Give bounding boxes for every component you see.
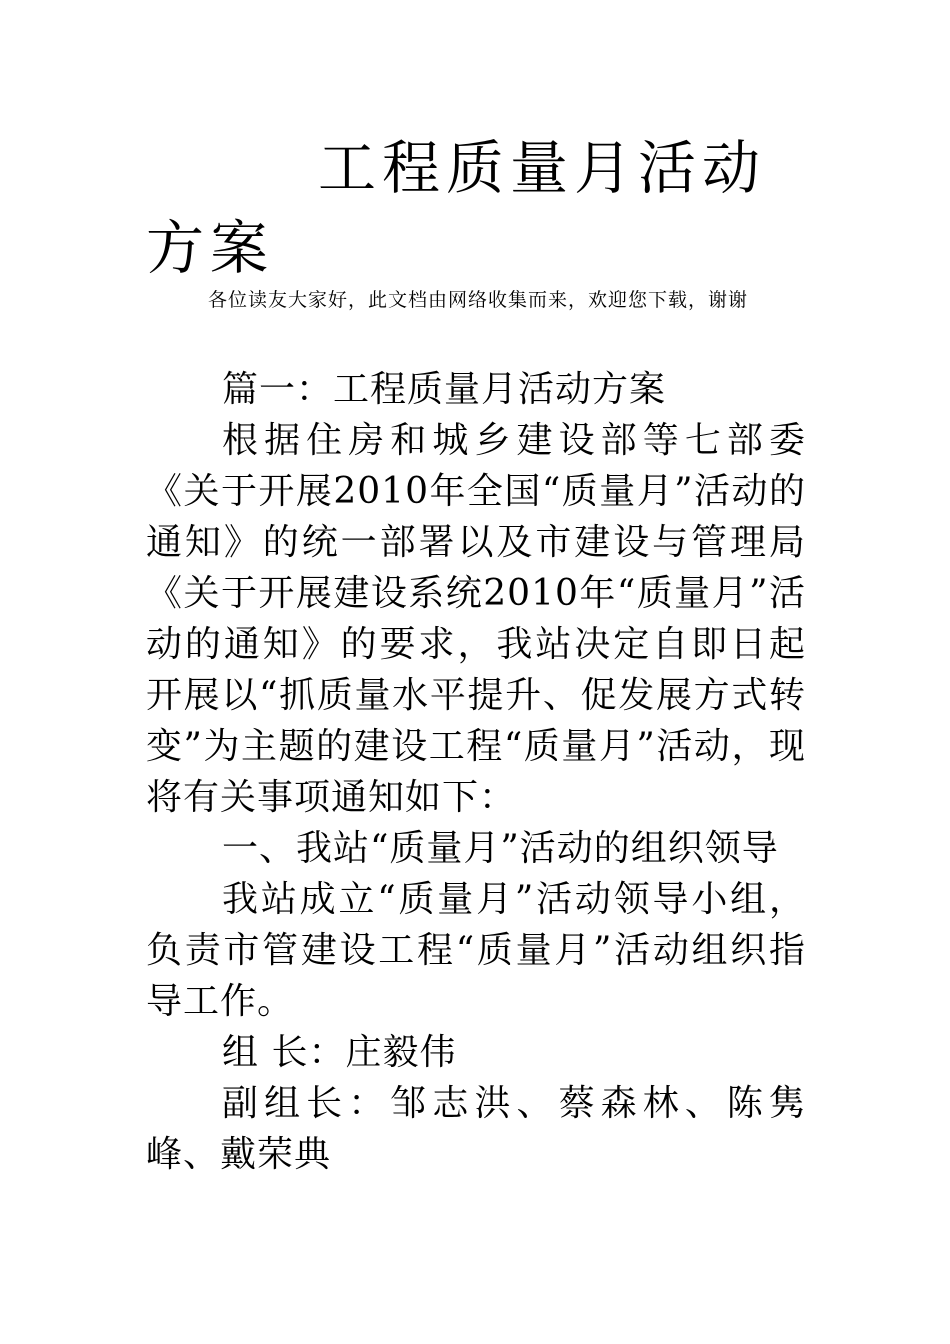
deputy-leaders-line: 副组长：邹志洪、蔡森林、陈隽峰、戴荣典 [146,1083,806,1175]
intro-note: 各位读友大家好，此文档由网络收集而来，欢迎您下载，谢谢 [208,289,749,311]
body-paragraph: 根据住房和城乡建设部等七部委《关于开展2010年全国“质量月”活动的通知》的统一部署以及市建设与管理局《关于开展建设系统2010年“质量月”活动的通知》的要求，我站决定自即日起开展以“抓质量水平提升、促发展方式转变”为主题的建设工程“质量月”活动，现将有关事项通知如下： [146,420,806,818]
document-title: 工程质量月活动方案 [146,134,767,282]
subsection-heading: 一、我站“质量月”活动的组织领导 [222,828,779,869]
document-body [146,364,806,1180]
team-leader-line: 组 长：庄毅伟 [222,1032,457,1073]
document-page [146,128,806,1180]
section-heading: 篇一：工程质量月活动方案 [222,369,667,410]
body-paragraph: 我站成立“质量月”活动领导小组，负责市管建设工程“质量月”活动组织指导工作。 [146,879,806,1022]
